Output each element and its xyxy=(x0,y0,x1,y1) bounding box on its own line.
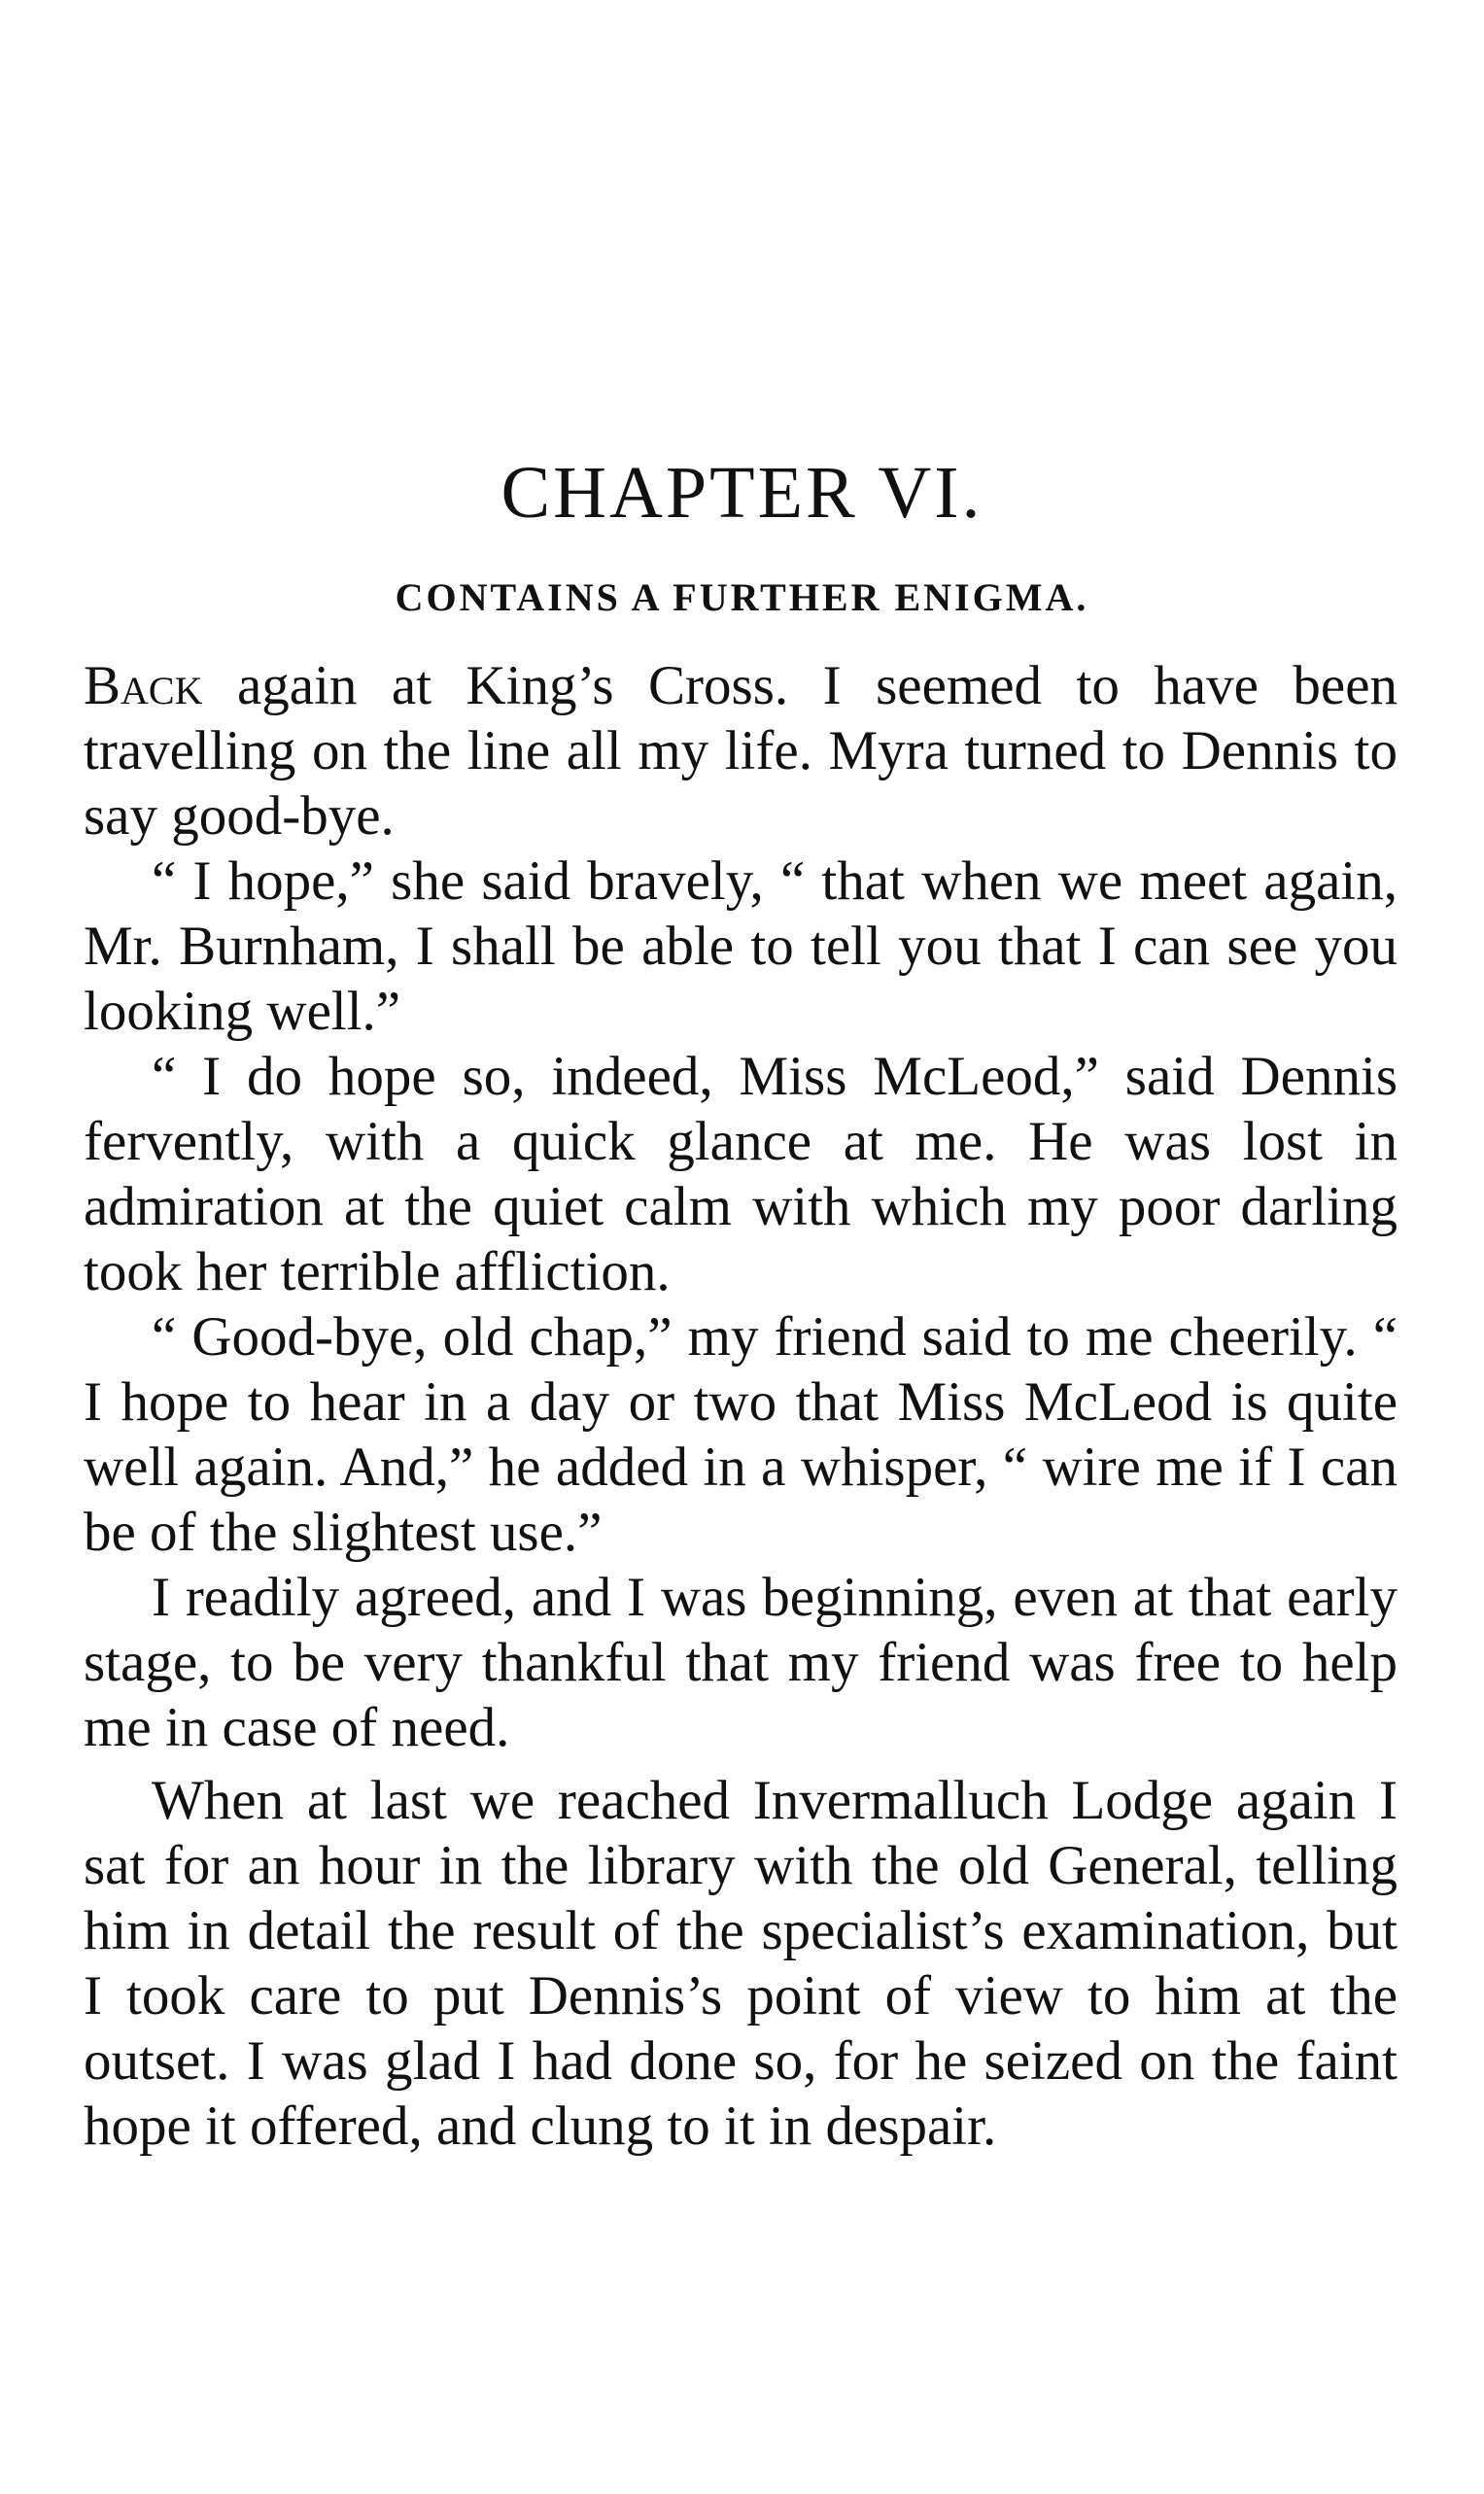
paragraph-4: “ Good-bye, old chap,” my friend said to me cheerily. “ I hope to hear in a day or two that Miss McLeod is quite well again. And,” he added in a whisper, “ wire me if I can be of the slightest use.” xyxy=(84,1306,1398,1563)
paragraph-3: “ I do hope so, indeed, Miss McLeod,” said Dennis fervently, with a quick glance at me. He was lost in admiration at the quiet calm with which my poor darling took her terrible affliction. xyxy=(84,1046,1398,1302)
paragraph-2: “ I hope,” she said bravely, “ that when we meet again, Mr. Burnham, I shall be able to tell you that I can see you looking well.” xyxy=(84,850,1398,1042)
paragraph-5: I readily agreed, and I was beginning, even at that early stage, to be very thankful that my friend was free to help me in case of need. xyxy=(84,1567,1398,1758)
paragraph-1 xyxy=(84,653,1398,849)
paragraph-text: again at King’s Cross. I seemed to have been travelling on the line all my life. Myra turned to Dennis to say good-bye. xyxy=(84,655,1398,847)
chapter-body xyxy=(84,653,1398,2159)
paragraph-lead-word: Back xyxy=(84,655,203,716)
paragraph-6: When at last we reached Invermalluch Lodge again I sat for an hour in the library with the old General, telling him in detail the result of the specialist’s examination, but I took care to put Dennis’s point of view to him at the outset. I was glad I had done so, for he seized on the faint hope it offered, and clung to it in despair. xyxy=(84,1770,1398,2157)
chapter-title: CHAPTER VI. xyxy=(500,452,984,534)
chapter-subtitle: CONTAINS A FURTHER ENIGMA. xyxy=(395,575,1089,619)
